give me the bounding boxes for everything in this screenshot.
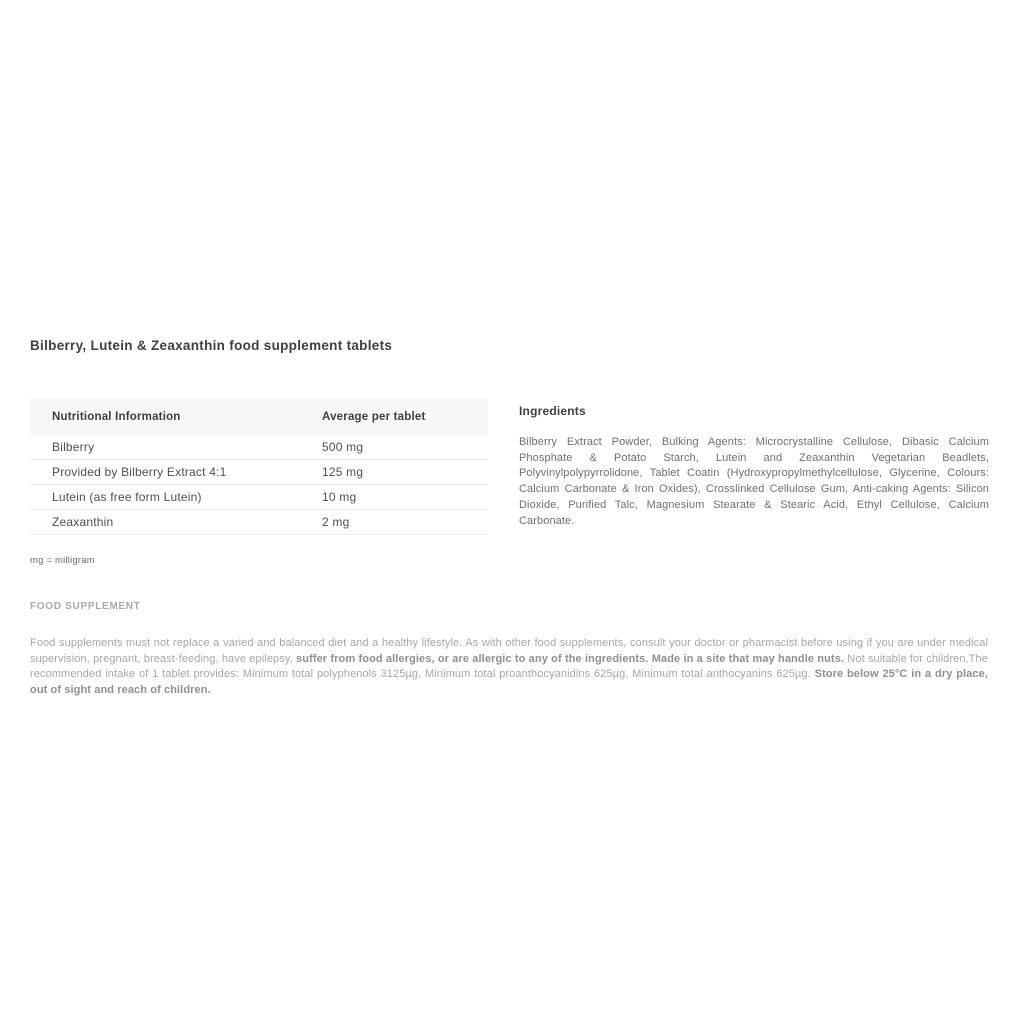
disclaimer-segment-bold: Store below 25°C in a dry place, out of sight and reach of children. bbox=[30, 668, 988, 696]
nutrient-value: 2 mg bbox=[322, 515, 350, 529]
disclaimer-segment-bold: suffer from food allergies, or are allergic to any of the ingredients. Made in a site that may handle nuts. bbox=[296, 652, 845, 665]
ingredients-text: Bilberry Extract Powder, Bulking Agents: Microcrystalline Cellulose, Dibasic Calcium Phosphate & Potato Starch, Lutein and Zeaxanthin Vegetarian Beadlets, Polyvinylpolypyrrolidone, Tablet Coatin (Hydroxypropylmethylcellulose, Glycerine, Colours: Calcium Carbonate & Iron Oxides), Crosslinked Cellulose Gum, Anti-caking Agents: Silicon Dioxide, Purified Talc, Magnesium Stearate & Stearic Acid, Ethyl Cellulose, Calcium Carbonate. bbox=[519, 436, 989, 527]
nutrient-value: 500 mg bbox=[322, 440, 364, 454]
nutrient-name: Provided by Bilberry Extract 4:1 bbox=[52, 465, 227, 479]
nutrition-table-header-row bbox=[30, 398, 488, 435]
food-supplement-label: FOOD SUPPLEMENT bbox=[30, 601, 141, 612]
mg-footnote: mg = milligram bbox=[30, 555, 95, 566]
nutrient-name: Lutein (as free form Lutein) bbox=[52, 490, 202, 504]
disclaimer-text bbox=[30, 636, 988, 698]
column-header-average-per-tablet: Average per tablet bbox=[322, 410, 426, 423]
nutrient-value: 10 mg bbox=[322, 490, 357, 504]
column-header-nutritional-information: Nutritional Information bbox=[52, 410, 181, 423]
nutrient-name: Zeaxanthin bbox=[52, 515, 114, 529]
table-row bbox=[30, 510, 488, 535]
table-row bbox=[30, 435, 488, 460]
disclaimer-segment: Not suitable for children.The recommended intake of 1 tablet provides: Minimum total polyphenols 3125µg, Minimum total proanthocyanidins 625µg, Minimum total anthocyanins 625µg. bbox=[30, 652, 988, 681]
disclaimer-segment: Food supplements must not replace a varied and balanced diet and a healthy lifestyle. As with other food supplements, consult your doctor or pharmacist before using if you are under medical supervision, pregnant, breast-feeding, have epilepsy, bbox=[30, 637, 988, 665]
table-row bbox=[30, 485, 488, 510]
product-title: Bilberry, Lutein & Zeaxanthin food supplement tablets bbox=[30, 338, 393, 353]
nutrient-name: Bilberry bbox=[52, 440, 95, 454]
table-row bbox=[30, 460, 488, 485]
nutrition-table bbox=[30, 398, 488, 535]
nutrient-value: 125 mg bbox=[322, 465, 364, 479]
ingredients-heading: Ingredients bbox=[519, 404, 586, 418]
ingredients-section bbox=[519, 404, 989, 529]
